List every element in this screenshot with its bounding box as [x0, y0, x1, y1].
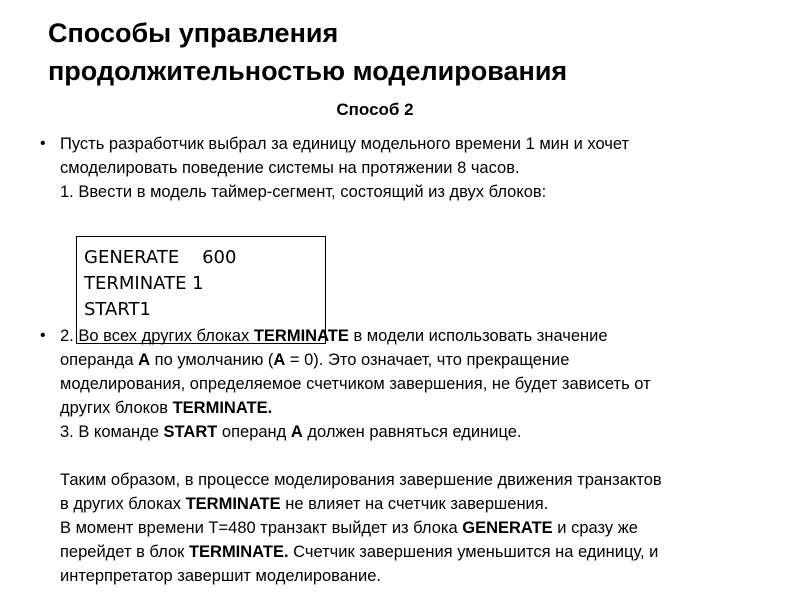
paragraph-2-line-7: в других блоках TERMINATE не влияет на счетчик завершения.	[60, 495, 549, 513]
code-line-terminate: TERMINATE 1	[84, 273, 204, 294]
paragraph-2-line-2: операнда А по умолчанию (А = 0). Это означает, что прекращение	[60, 351, 570, 369]
slide-subtitle: Способ 2	[336, 100, 414, 119]
paragraph-2	[60, 324, 790, 588]
paragraph-2-line-3: моделирования, определяемое счетчиком завершения, не будет зависеть от	[60, 375, 651, 393]
paragraph-1	[60, 132, 790, 204]
paragraph-2-line-9: перейдет в блок TERMINATE. Счетчик завершения уменьшится на единицу, и	[60, 543, 659, 561]
paragraph-1-line-2: смоделировать поведение системы на протяжении 8 часов.	[60, 159, 520, 177]
bullet-icon: •	[40, 135, 46, 152]
paragraph-2-line-4: других блоков TERMINATE.	[60, 399, 273, 417]
paragraph-2-line-8: В момент времени Т=480 транзакт выйдет из блока GENERATE и сразу же	[60, 519, 638, 537]
paragraph-1-line-1: Пусть разработчик выбрал за единицу модельного времени 1 мин и хочет	[60, 135, 630, 153]
slide-title-line-1: Способы управления	[48, 18, 339, 48]
paragraph-2-spacer	[60, 444, 790, 468]
paragraph-1-line-3: 1. Ввести в модель таймер-сегмент, состоящий из двух блоков:	[60, 183, 547, 201]
slide-title	[48, 14, 768, 90]
slide-title-line-2: продолжительностью моделирования	[48, 56, 568, 86]
code-line-generate: GENERATE 600	[84, 247, 237, 268]
bullet-icon: •	[40, 327, 46, 344]
code-line-start: START1	[84, 299, 151, 320]
paragraph-2-line-1: 2. Во всех других блоках TERMINATE в модели использовать значение	[60, 327, 608, 345]
paragraph-2-line-5: 3. В команде START операнд А должен равняться единице.	[60, 423, 522, 441]
paragraph-2-line-6: Таким образом, в процессе моделирования завершение движения транзактов	[60, 471, 662, 489]
paragraph-2-line-10: интерпретатор завершит моделирование.	[60, 567, 382, 585]
